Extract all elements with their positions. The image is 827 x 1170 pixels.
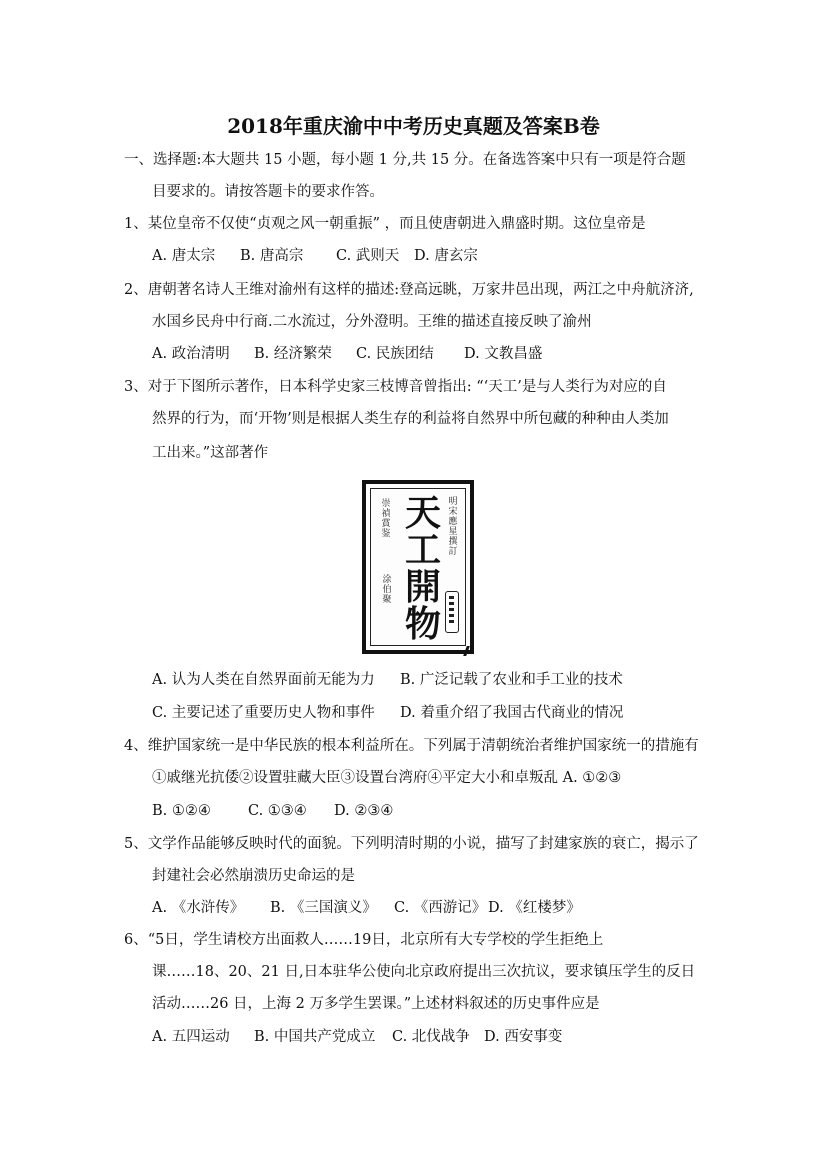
option-b: B. ①②④ <box>152 803 211 819</box>
cover-left-bottom-inscription: 涂伯聚 <box>382 575 392 605</box>
option-a: A. 政治清明 <box>152 346 230 362</box>
option-c: C. 北伐战争 <box>392 1029 470 1045</box>
cover-left-inscription: 崇禎賞鉴 <box>381 499 391 539</box>
question-3-options-row-1 <box>152 670 623 690</box>
cover-seal-stamp <box>445 591 459 633</box>
question-4-stem-line-2: ①戚继光抗倭②设置驻藏大臣③设置台湾府④平定大小和卓叛乱 A. ①②③ <box>152 770 622 786</box>
option-b: B. 《三国演义》 <box>270 900 377 916</box>
question-5-stem-line-2: 封建社会必然崩溃历史命运的是 <box>152 868 355 884</box>
option-d: D. 着重介绍了我国古代商业的情况 <box>400 705 624 721</box>
option-b: B. 广泛记载了农业和手工业的技术 <box>400 672 623 688</box>
option-d: D. ②③④ <box>334 803 394 819</box>
question-3-stem-line-1: 3、对于下图所示著作，日本科学史家三枝博音曾指出: “‘天工’是与人类行为对应的自 <box>124 379 667 395</box>
question-1-options <box>152 246 478 266</box>
question-4-options <box>152 801 393 821</box>
question-6-stem-line-1: 6、“5日，学生请校方出面救人……19日，北京所有大专学校的学生拒绝上 <box>124 932 604 948</box>
option-d: D. 西安事变 <box>484 1029 563 1045</box>
question-4-stem-line-1: 4、维护国家统一是中华民族的根本利益所在。下列属于清朝统治者维护国家统一的措施有 <box>124 738 699 754</box>
option-a: A. 认为人类在自然界面前无能为力 <box>152 672 375 688</box>
option-b: B. 经济繁荣 <box>254 346 332 362</box>
section-heading-line-2: 目要求的。请按答题卡的要求作答。 <box>152 184 384 200</box>
question-1-stem: 1、某位皇帝不仅使“贞观之风一朝重振” ，而且使唐朝进入鼎盛时期。这位皇帝是 <box>124 216 646 232</box>
question-2-options <box>152 344 542 364</box>
page-title: 2018年重庆渝中中考历史真题及答案B卷 <box>227 114 600 138</box>
question-3-stem-line-3: 工出来。”这部著作 <box>152 445 269 461</box>
question-6-stem-line-3: 活动……26 日，上海 2 万多学生罢课。”上述材料叙述的历史事件应是 <box>152 996 600 1012</box>
question-6-stem-line-2: 课……18、20、21 日,日本驻华公使向北京政府提出三次抗议，要求镇压学生的反日 <box>152 964 696 980</box>
option-c: C. 主要记述了重要历史人物和事件 <box>152 705 375 721</box>
cover-title: 天 工 開 物 <box>404 492 441 645</box>
question-3-options-row-2 <box>152 703 623 723</box>
cover-right-inscription: 明宋應星撰訂 <box>448 497 458 557</box>
option-c: C. 民族团结 <box>356 346 434 362</box>
option-d: D. 文教昌盛 <box>464 346 543 362</box>
question-3-stem-line-2: 然界的行为，而‘开物’则是根据人类生存的利益将自然界中所包藏的种种由人类加 <box>152 411 669 427</box>
option-c: C. 《西游记》 <box>394 900 487 916</box>
question-5-options <box>152 898 581 918</box>
option-c: C. ①③④ <box>248 803 307 819</box>
question-2-stem-line-1: 2、唐朝著名诗人王维对渝州有这样的描述:登高远眺，万家井邑出现，两江之中舟航济济, <box>124 282 694 298</box>
cover-corner-mark <box>453 646 470 656</box>
tiangong-kaiwu-cover-image <box>362 480 474 654</box>
option-a: A. 五四运动 <box>152 1029 230 1045</box>
option-d: D. 唐玄宗 <box>414 248 478 264</box>
option-b: B. 中国共产党成立 <box>254 1029 376 1045</box>
question-5-stem-line-1: 5、文学作品能够反映时代的面貌。下列明清时期的小说，描写了封建家族的衰亡，揭示了 <box>124 836 699 852</box>
option-c: C. 武则天 <box>336 248 400 264</box>
question-6-options <box>152 1027 562 1047</box>
option-a: A. 唐太宗 <box>152 248 216 264</box>
question-2-stem-line-2: 水国乡民舟中行商.二水流过，分外澄明。王维的描述直接反映了渝州 <box>152 314 592 330</box>
section-heading-line-1: 一、选择题:本大题共 15 小题，每小题 1 分,共 15 分。在备选答案中只有一项是符合题 <box>124 152 686 168</box>
option-a: A. 《水浒传》 <box>152 900 245 916</box>
option-d: D. 《红楼梦》 <box>488 900 581 916</box>
option-b: B. 唐高宗 <box>240 248 304 264</box>
